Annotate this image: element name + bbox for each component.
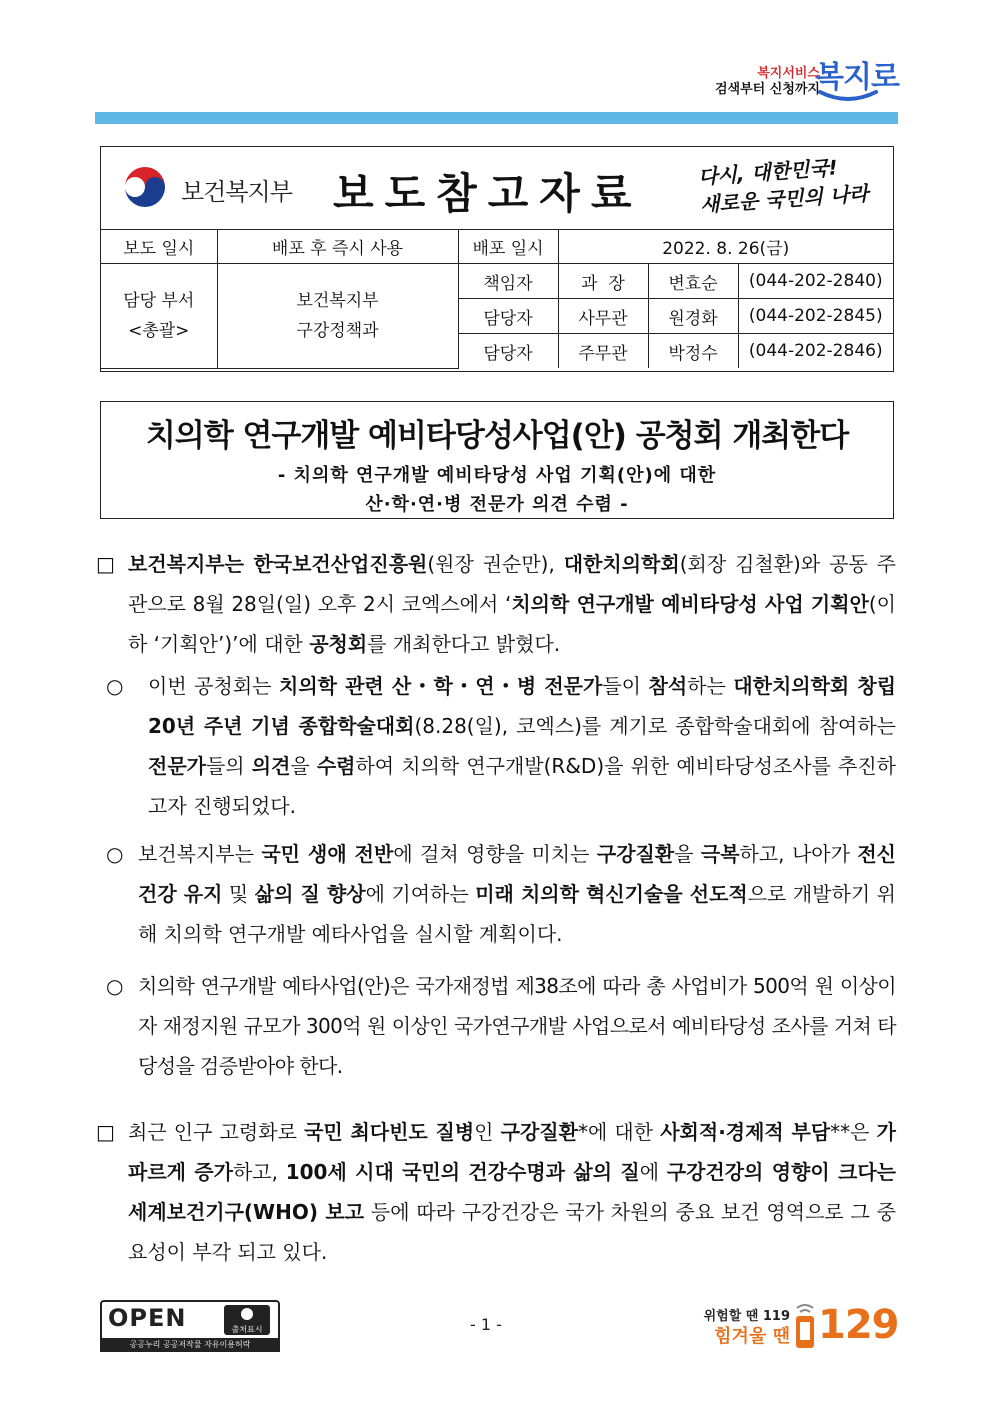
body-paragraph-3: [138, 834, 896, 954]
release-time-label: 보도 일시: [101, 229, 217, 264]
ministry-name: 보건복지부: [181, 178, 292, 206]
text-bold: 전신 건강 유지: [138, 842, 896, 906]
text-bold: 대한치의학회: [563, 552, 680, 576]
text: **은: [830, 1120, 877, 1144]
attribution-label: 출처표시: [231, 1325, 263, 1334]
document-type-title: 보도참고자료: [333, 169, 643, 218]
body-paragraph-4: 치의학 연구개발 예타사업(안)은 국가재정법 제38조에 따라 총 사업비가 500억 원 이상이자 재정지원 규모가 300억 원 이상인 국가연구개발 사업으로서 예비타당성 조사를 거쳐 타당성을 검증받아야 한다.: [138, 974, 896, 1078]
text-bold: 보건복지부는 한국보건산업진흥원: [128, 552, 428, 576]
text: 하여 치의학 연구개발(R&D)을 위한 예비타당성조사를 추진하고자 진행되었다.: [148, 754, 896, 818]
department-label-line2: <총괄>: [128, 320, 190, 341]
contact-role: 담당자: [458, 334, 558, 369]
text: 들의: [205, 754, 252, 778]
contact-name: 원경화: [648, 299, 738, 334]
text-bold: 구강건강의 영향이 크다는 세계보건기구(WHO) 보고: [128, 1160, 896, 1224]
bokjiro-swoosh-icon: [818, 88, 878, 104]
contact-name: 변효순: [648, 264, 738, 299]
text-bold: 극복: [700, 842, 740, 866]
slogan-line1: 다시, 대한민국!: [697, 155, 839, 189]
department-value: [217, 264, 458, 369]
subtitle-line2: 산·학·연·병 전문가 의견 수렴 -: [365, 494, 629, 515]
press-info-table: [101, 229, 893, 369]
text-bold: 국민 생애 전반: [261, 842, 394, 866]
body-paragraph-5: [128, 1112, 896, 1272]
headline-title: 치의학 연구개발 예비타당성사업(안) 공청회 개최한다: [145, 418, 849, 454]
text: (8.28(일), 코엑스)를 계기로 종합학술대회에 참여하는: [414, 714, 896, 738]
text: 하는: [687, 674, 734, 698]
text: *에 대한: [577, 1120, 661, 1144]
text: 으로 개발하기 위해 치의학 연구개발 예타사업을 실시할 계획이다.: [138, 882, 896, 946]
text: 최근 인구 고령화로: [128, 1120, 305, 1144]
header-title-row: [101, 147, 893, 230]
text: (이하 ‘기획안’)’에 대한: [128, 592, 896, 656]
text: 및: [222, 882, 255, 906]
department-value-line2: 구강정책과: [296, 320, 379, 341]
text-bold: 사회적·경제적 부담: [660, 1120, 831, 1144]
text: (원장 권순만),: [427, 552, 564, 576]
contact-title: 과 장: [558, 264, 648, 299]
text-bold: 구강질환: [596, 842, 675, 866]
text: 들이: [602, 674, 649, 698]
square-bullet-icon: □: [96, 1120, 115, 1144]
circle-bullet-icon: ○: [106, 674, 124, 698]
release-time-value: 배포 후 즉시 사용: [217, 229, 458, 264]
text: 이번 공청회는: [148, 674, 279, 698]
contact-title: 주무관: [558, 334, 648, 369]
phone-icon: [792, 1300, 818, 1352]
text-bold: 대한치의학회 창립 20년 주년 기념 종합학술대회: [148, 674, 897, 738]
text-bold: 가파르게 증가: [128, 1120, 896, 1184]
text-bold: 삶의 질 향상: [254, 882, 366, 906]
headline-box: [100, 401, 894, 519]
department-label: [101, 264, 217, 369]
body-paragraph-2: [148, 666, 896, 826]
text: 등에 따라 구강건강은 국가 차원의 중요 보건 영역으로 그 중요성이 부각 되고 있다.: [128, 1200, 896, 1264]
helpline-line2: 힘겨울 땐: [714, 1326, 790, 1347]
text-bold: 전문가: [148, 754, 206, 778]
circle-bullet-icon: ○: [106, 974, 124, 998]
text-bold: 의견: [251, 754, 291, 778]
government-slogan: [697, 151, 870, 219]
contact-role: 책임자: [458, 264, 558, 299]
text: 을: [674, 842, 701, 866]
text-bold: 100세 시대 국민의 건강수명과 삶의 질: [285, 1160, 640, 1184]
text: 을: [290, 754, 317, 778]
contact-phone: (044-202-2840): [738, 264, 893, 299]
text-bold: 구강질환: [500, 1120, 578, 1144]
text-bold: 치의학 연구개발 예비타당성 사업 기획안: [511, 592, 869, 616]
bokjiro-tagline-line2: 검색부터 신청까지: [715, 82, 820, 97]
text: 하고, 나아가: [739, 842, 858, 866]
open-sub-label: 공공누리 공공저작물 자유이용허락: [100, 1338, 280, 1352]
contact-phone: (044-202-2846): [738, 334, 893, 369]
text-bold: 미래 치의학 혁신기술을 선도적: [475, 882, 748, 906]
attribution-icon: [224, 1305, 270, 1335]
press-header: [100, 146, 894, 372]
kogl-open-license-badge: [100, 1300, 280, 1352]
text-bold: 공청회: [309, 632, 368, 656]
text: 를 개최한다고 밝혔다.: [367, 632, 561, 656]
helpline-line1: 위험할 땐 119: [703, 1309, 790, 1324]
distribution-time-value: 2022. 8. 26(금): [558, 229, 893, 264]
bokjiro-tagline: [700, 66, 820, 98]
text: 인: [474, 1120, 501, 1144]
ministry-emblem-icon: [123, 165, 167, 209]
page-number: - 1 -: [470, 1315, 502, 1334]
contact-role: 담당자: [458, 299, 558, 334]
contact-name: 박정수: [648, 334, 738, 369]
helpline-text: [700, 1308, 790, 1348]
contact-phone: (044-202-2845): [738, 299, 893, 334]
text: 에 걸쳐 영향을 미치는: [393, 842, 597, 866]
distribution-time-label: 배포 일시: [458, 229, 558, 264]
body-paragraph-1: [128, 544, 896, 664]
open-label: OPEN: [108, 1304, 187, 1332]
headline-subtitle: [101, 461, 893, 519]
slogan-line2: 새로운 국민의 나라: [699, 181, 870, 217]
square-bullet-icon: □: [96, 552, 115, 576]
circle-bullet-icon: ○: [106, 842, 124, 866]
text: 보건복지부는: [138, 842, 262, 866]
text: 에 기여하는: [365, 882, 476, 906]
department-value-line1: 보건복지부: [296, 290, 379, 311]
text: 에: [639, 1160, 667, 1184]
bokjiro-logo: 복지로: [815, 60, 899, 95]
text-bold: 참석: [648, 674, 688, 698]
helpline-number: 129: [818, 1302, 899, 1348]
text: (회장 김철환)와 공동 주관으로 8월 28일(일) 오후 2시 코엑스에서 ‘: [128, 552, 896, 616]
text: 하고,: [232, 1160, 286, 1184]
bokjiro-tagline-line1: 복지서비스: [757, 66, 820, 81]
text-bold: 수렴: [316, 754, 356, 778]
text-bold: 치의학 관련 산・학・연・병 전문가: [279, 674, 603, 698]
subtitle-line1: - 치의학 연구개발 예비타당성 사업 기획(안)에 대한: [277, 465, 717, 486]
top-color-bar: [95, 112, 898, 124]
text-bold: 국민 최다빈도 질병: [304, 1120, 475, 1144]
contact-title: 사무관: [558, 299, 648, 334]
department-label-line1: 담당 부서: [123, 290, 195, 311]
